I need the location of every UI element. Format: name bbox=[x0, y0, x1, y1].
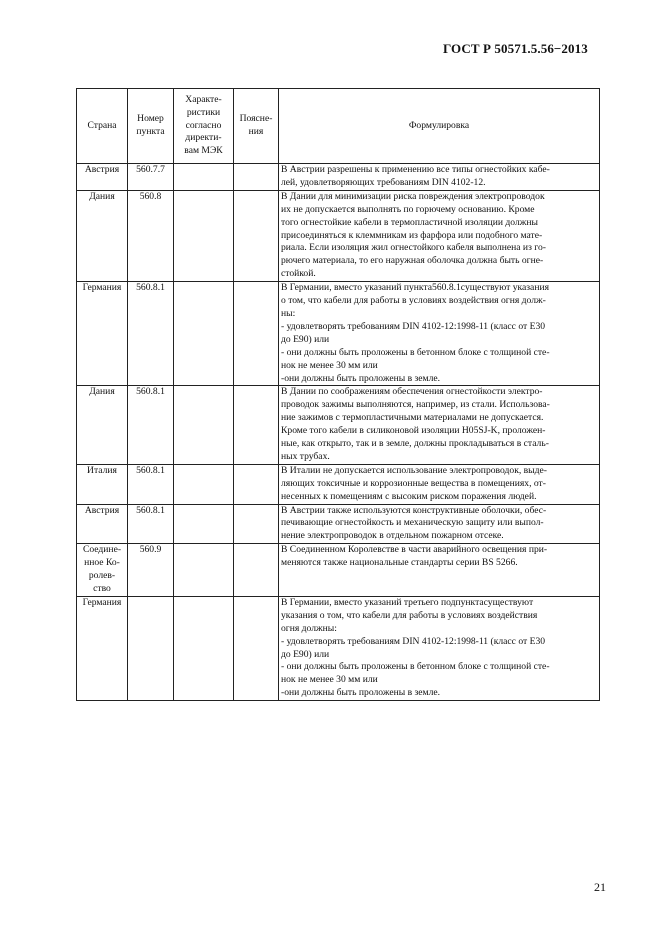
header-line: директи- bbox=[185, 132, 222, 144]
wording-line: присоединяться к клеммникам из фарфора или подобного мате- bbox=[281, 229, 543, 241]
country-cell bbox=[77, 386, 128, 464]
wording-line: проводок зажимы выполняются, например, из стали. Использова- bbox=[281, 399, 550, 411]
table-row bbox=[77, 504, 600, 544]
table-row bbox=[77, 190, 600, 281]
characteristics-cell bbox=[174, 544, 234, 597]
country-line: ство bbox=[93, 583, 111, 594]
wording-line: - удовлетворять требованиям DIN 4102-12:1998-11 (класс от E30 bbox=[281, 635, 546, 647]
wording-line: -они должны быть проложены в земле. bbox=[281, 687, 441, 699]
wording-line: стойкой. bbox=[281, 268, 316, 280]
country-cell bbox=[77, 544, 128, 597]
item-number-cell: 560.8.1 bbox=[128, 504, 174, 544]
header-row bbox=[77, 89, 600, 164]
wording-line: нок не менее 30 мм или bbox=[281, 674, 378, 686]
country-cell bbox=[77, 464, 128, 504]
wording-line: - они должны быть проложены в бетонном блоке с толщиной сте- bbox=[281, 661, 550, 673]
wording-line: печивающие огнестойкость и механическую защиту или выпол- bbox=[281, 517, 544, 529]
country-line: нное Ко- bbox=[84, 557, 120, 569]
notes-cell bbox=[234, 282, 279, 386]
table-row bbox=[77, 596, 600, 700]
characteristics-cell bbox=[174, 464, 234, 504]
item-number-cell: 560.8.1 bbox=[128, 386, 174, 464]
wording-line: В Дании для минимизации риска повреждения электропроводок bbox=[281, 190, 545, 202]
notes-cell bbox=[234, 164, 279, 191]
notes-cell bbox=[234, 504, 279, 544]
header-line: ния bbox=[248, 126, 264, 137]
wording-line: ляющих токсичные и коррозионные вещества в помещениях, от- bbox=[281, 477, 546, 489]
characteristics-cell bbox=[174, 282, 234, 386]
wording-line: огня должны: bbox=[281, 622, 337, 634]
notes-cell bbox=[234, 386, 279, 464]
characteristics-cell bbox=[174, 164, 234, 191]
country-cell bbox=[77, 596, 128, 700]
wording-cell bbox=[279, 596, 600, 700]
item-number-cell: 560.9 bbox=[128, 544, 174, 597]
wording-line: рючего материала, то его наружная оболочка должна быть огне- bbox=[281, 255, 544, 267]
wording-cell bbox=[279, 164, 600, 191]
country-line: Дания bbox=[89, 386, 115, 398]
wording-line: указания о том, что кабели для работы в условиях воздействия bbox=[281, 609, 538, 621]
wording-cell bbox=[279, 464, 600, 504]
characteristics-cell bbox=[174, 386, 234, 464]
wording-line: риала. Если изоляция жил огнестойкого кабеля выполнена из го- bbox=[281, 242, 546, 254]
requirements-table bbox=[76, 88, 600, 701]
table-row bbox=[77, 464, 600, 504]
wording-line: В Италии не допускается использование электропроводок, выде- bbox=[281, 464, 547, 476]
header-wording: Формулировка bbox=[279, 89, 600, 164]
header-line: Номер bbox=[137, 113, 164, 125]
wording-line: меняются также национальные стандарты серии BS 5266. bbox=[281, 557, 518, 569]
header-characteristics bbox=[174, 89, 234, 164]
wording-cell bbox=[279, 386, 600, 464]
wording-cell bbox=[279, 190, 600, 281]
document-code: ГОСТ Р 50571.5.56−2013 bbox=[443, 41, 588, 56]
wording-line: о том, что кабели для работы в условиях воздействия огня долж- bbox=[281, 295, 546, 307]
header-line: согласно bbox=[185, 119, 222, 131]
wording-line: до E90) или bbox=[281, 648, 330, 660]
country-line: Италия bbox=[87, 464, 117, 476]
country-line: Дания bbox=[89, 190, 115, 202]
item-number-cell: 560.8.1 bbox=[128, 464, 174, 504]
wording-line: того огнестойкие кабели в термопластичной изоляции должны bbox=[281, 216, 538, 228]
table-row bbox=[77, 282, 600, 386]
wording-line: Кроме того кабели в силиконовой изоляции H05SJ-K, проложен- bbox=[281, 425, 546, 437]
wording-line: - удовлетворять требованиям DIN 4102-12:1998-11 (класс от E30 bbox=[281, 320, 546, 332]
country-cell bbox=[77, 282, 128, 386]
country-line: Австрия bbox=[84, 504, 120, 516]
header-line: вам МЭК bbox=[184, 145, 223, 157]
wording-line: нение электропроводок в отдельном пожарном отсеке. bbox=[281, 530, 504, 542]
characteristics-cell bbox=[174, 596, 234, 700]
item-number-cell: 560.8.1 bbox=[128, 282, 174, 386]
header-notes bbox=[234, 89, 279, 164]
item-number-cell: 560.7.7 bbox=[128, 164, 174, 191]
notes-cell bbox=[234, 544, 279, 597]
country-line: Австрия bbox=[84, 164, 120, 175]
notes-cell bbox=[234, 464, 279, 504]
wording-line: В Дании по соображениям обеспечения огнестойкости электро- bbox=[281, 386, 543, 398]
country-cell bbox=[77, 504, 128, 544]
wording-line: ных трубах. bbox=[281, 450, 330, 462]
wording-line: лей, удовлетворяющих требованиям DIN 4102-12. bbox=[281, 176, 486, 188]
item-number-cell: 560.8 bbox=[128, 190, 174, 281]
wording-line: ние зажимов с термопластичными материалами не допускается. bbox=[281, 412, 544, 424]
wording-line: В Австрии также используются конструктивные оболочки, обес- bbox=[281, 504, 547, 516]
country-line: Соедине- bbox=[82, 544, 122, 556]
wording-line: -они должны быть проложены в земле. bbox=[281, 372, 441, 384]
country-line: Германия bbox=[82, 282, 122, 294]
item-number-cell bbox=[128, 596, 174, 700]
country-line: ролев- bbox=[88, 570, 116, 582]
wording-line: их не допускается выполнять по горючему основанию. Кроме bbox=[281, 203, 535, 215]
characteristics-cell bbox=[174, 190, 234, 281]
table-row bbox=[77, 386, 600, 464]
table-row bbox=[77, 164, 600, 191]
header-item-number bbox=[128, 89, 174, 164]
wording-cell bbox=[279, 504, 600, 544]
notes-cell bbox=[234, 596, 279, 700]
header-line: пункта bbox=[136, 126, 165, 137]
header-line: Поясне- bbox=[239, 113, 273, 125]
wording-line: В Австрии разрешены к применению все типы огнестойких кабе- bbox=[281, 164, 550, 175]
header-line: Характе- bbox=[185, 93, 222, 105]
country-cell bbox=[77, 190, 128, 281]
wording-line: ные, как открыто, так и в земле, должны прокладываться в сталь- bbox=[281, 438, 549, 450]
country-line: Германия bbox=[82, 596, 122, 608]
header-country: Страна bbox=[77, 89, 128, 164]
wording-line: до E90) или bbox=[281, 333, 330, 345]
characteristics-cell bbox=[174, 504, 234, 544]
wording-line: В Германии, вместо указаний третьего подпунктасуществуют bbox=[281, 596, 534, 608]
header-line: ристики bbox=[186, 106, 221, 118]
wording-cell bbox=[279, 544, 600, 597]
wording-line: - они должны быть проложены в бетонном блоке с толщиной сте- bbox=[281, 346, 550, 358]
wording-line: несенных к помещениям с высоким риском поражения людей. bbox=[281, 490, 537, 502]
wording-cell bbox=[279, 282, 600, 386]
table-row bbox=[77, 544, 600, 597]
wording-line: В Соединенном Королевстве в части аварийного освещения при- bbox=[281, 544, 548, 556]
wording-line: нок не менее 30 мм или bbox=[281, 359, 378, 371]
wording-line: В Германии, вместо указаний пункта560.8.1существуют указания bbox=[281, 282, 550, 294]
notes-cell bbox=[234, 190, 279, 281]
country-cell bbox=[77, 164, 128, 191]
page-number: 21 bbox=[594, 880, 606, 894]
wording-line: ны: bbox=[281, 307, 296, 319]
